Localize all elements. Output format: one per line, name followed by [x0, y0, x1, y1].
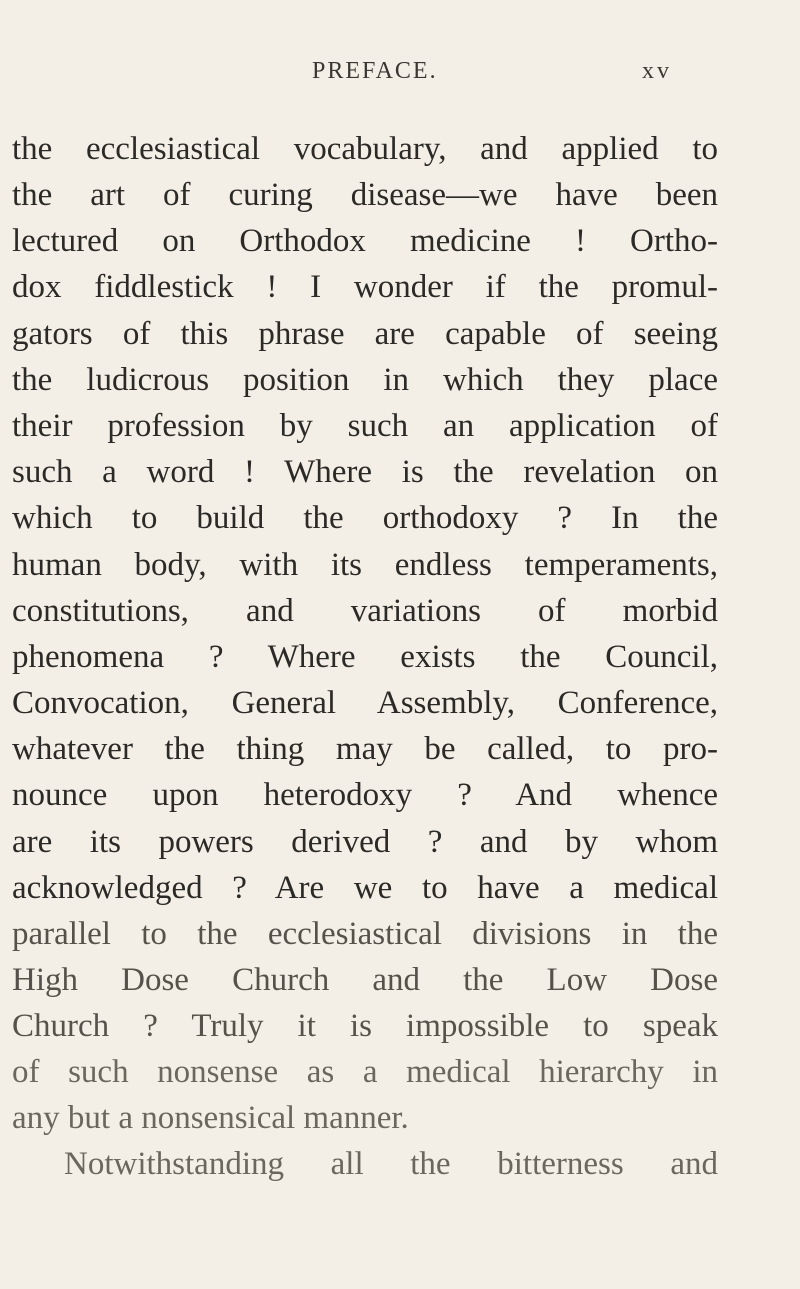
text-line: Convocation, General Assembly, Conference,	[12, 685, 718, 721]
text-line: lectured on Orthodox medicine ! Ortho-	[12, 223, 718, 259]
text-line: their profession by such an application of	[12, 408, 718, 444]
text-line: dox fiddlestick ! I wonder if the promul-	[12, 269, 718, 305]
running-head-title: PREFACE.	[312, 58, 438, 84]
running-head	[0, 52, 800, 92]
text-line: are its powers derived ? and by whom	[12, 824, 718, 860]
text-line: nounce upon heterodoxy ? And whence	[12, 777, 718, 813]
text-line: the ludicrous position in which they place	[12, 362, 718, 398]
text-line: constitutions, and variations of morbid	[12, 593, 718, 629]
text-line: the art of curing disease—we have been	[12, 177, 718, 213]
text-line: which to build the orthodoxy ? In the	[12, 500, 718, 536]
text-line: any but a nonsensical manner.	[12, 1100, 409, 1136]
text-line: Church ? Truly it is impossible to speak	[12, 1008, 718, 1044]
page-number: xv	[642, 58, 672, 84]
text-line: human body, with its endless temperaments,	[12, 547, 718, 583]
text-line: whatever the thing may be called, to pro-	[12, 731, 718, 767]
text-line: the ecclesiastical vocabulary, and applied to	[12, 131, 718, 167]
text-line: phenomena ? Where exists the Council,	[12, 639, 718, 675]
text-line: High Dose Church and the Low Dose	[12, 962, 718, 998]
text-line: Notwithstanding all the bitterness and	[64, 1146, 718, 1182]
text-line: parallel to the ecclesiastical divisions in the	[12, 916, 718, 952]
text-line: such a word ! Where is the revelation on	[12, 454, 718, 490]
text-line: of such nonsense as a medical hierarchy in	[12, 1054, 718, 1090]
text-line: gators of this phrase are capable of seeing	[12, 316, 718, 352]
text-line: acknowledged ? Are we to have a medical	[12, 870, 718, 906]
